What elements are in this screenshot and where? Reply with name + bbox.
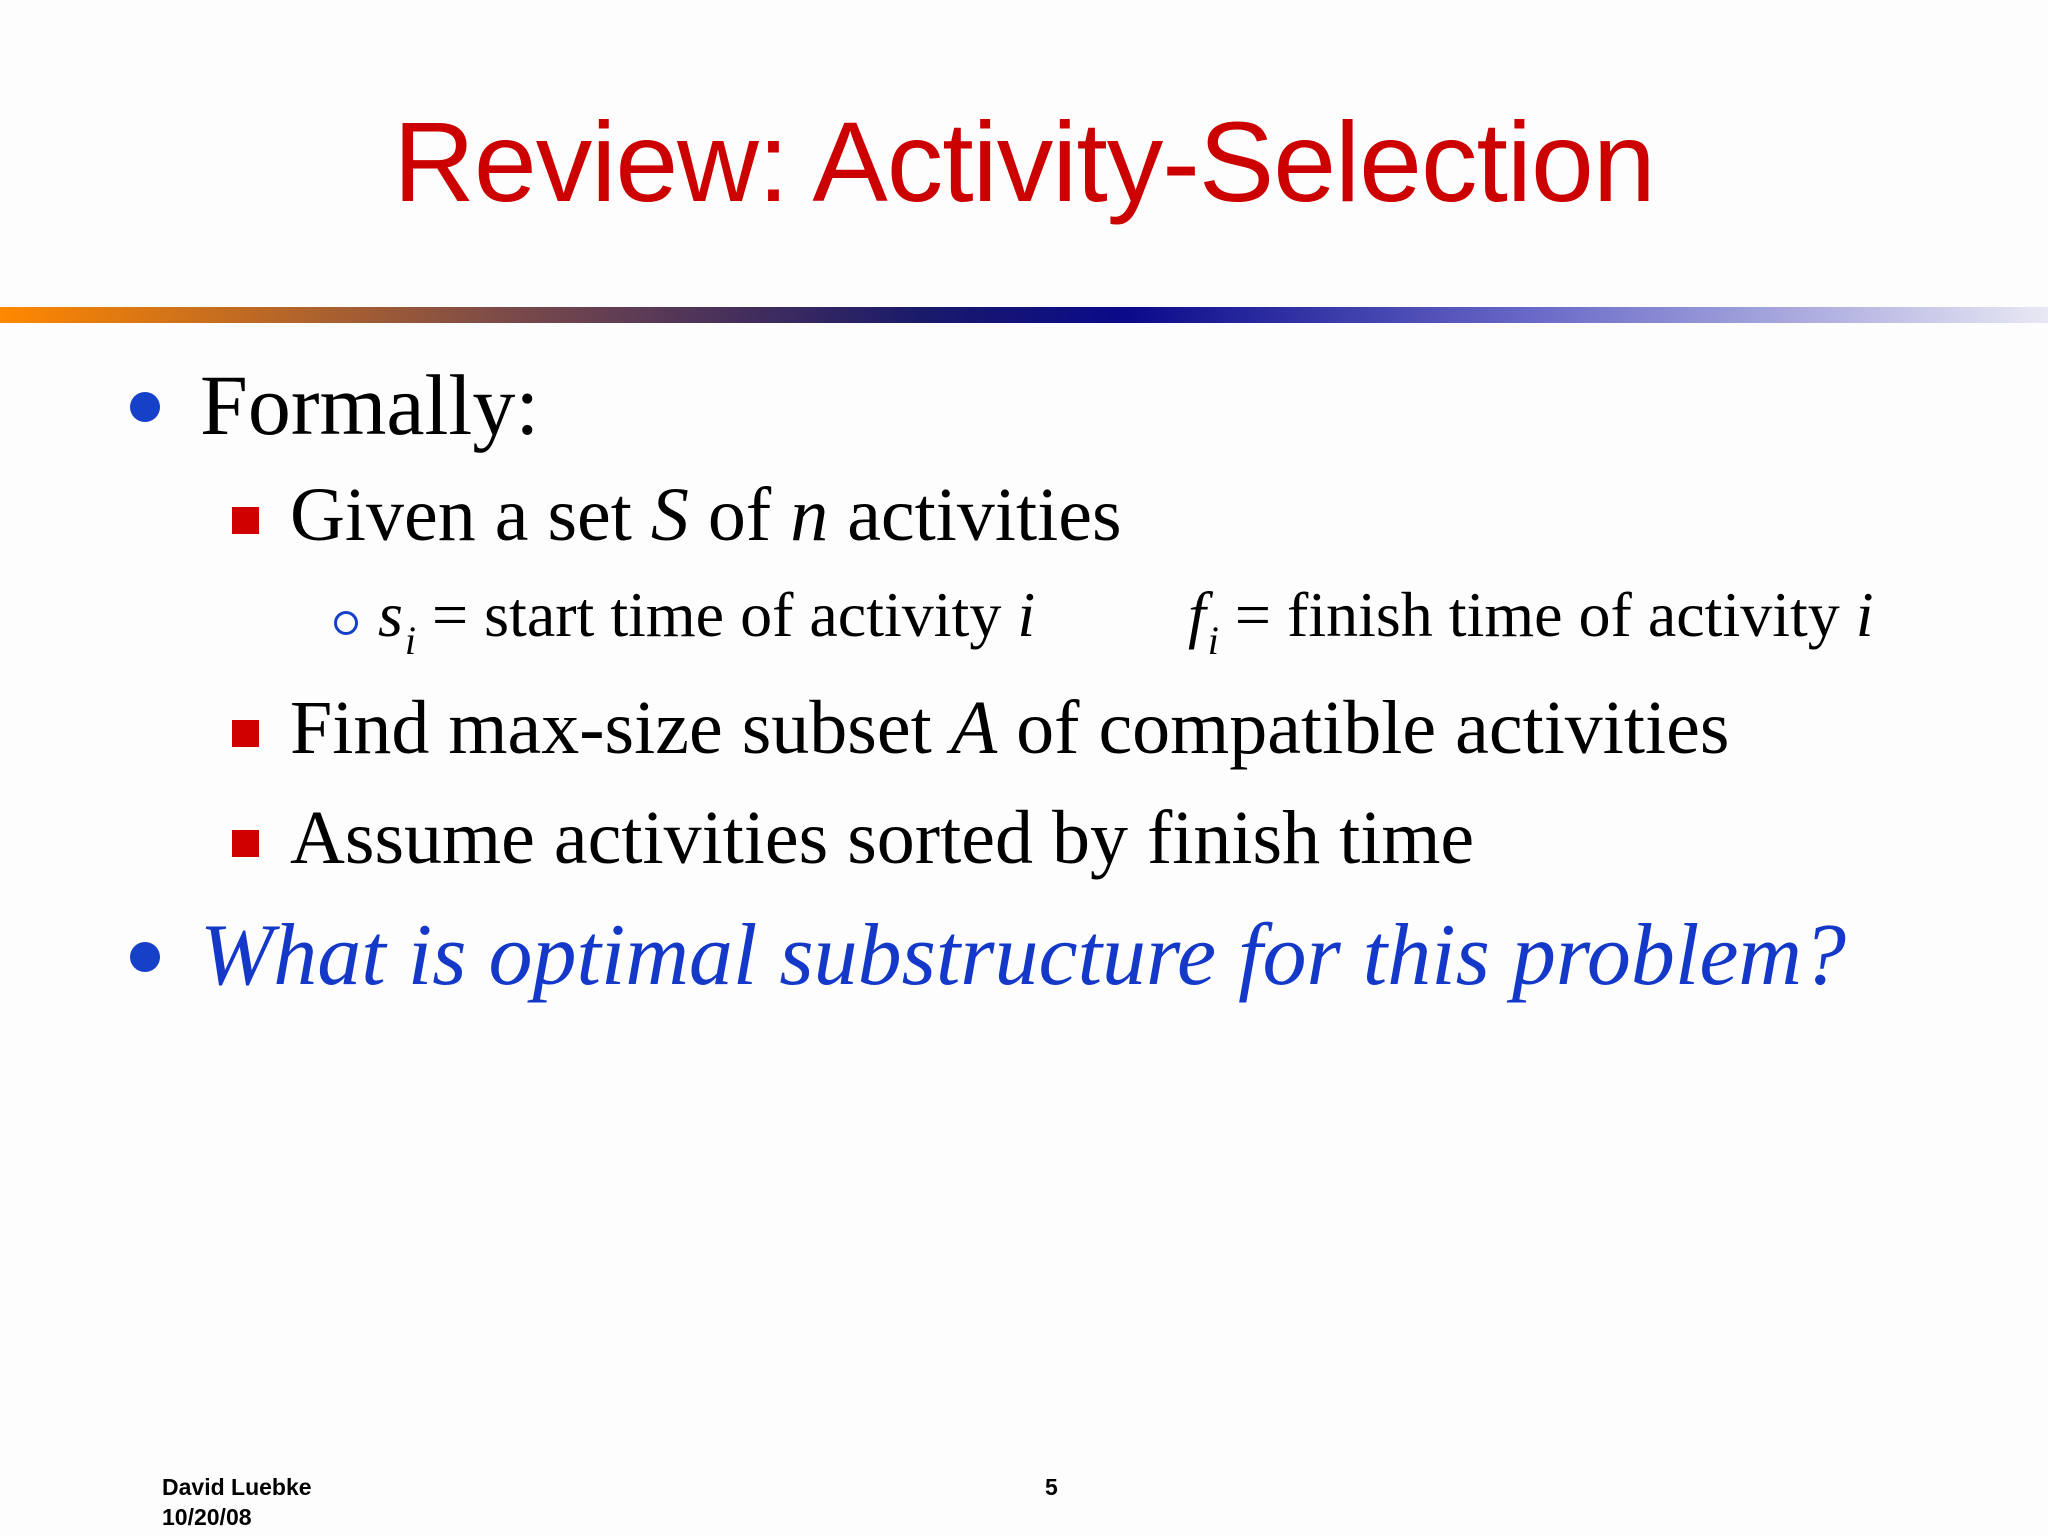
bullet-square-icon <box>232 830 259 857</box>
footer-author-block <box>162 1472 312 1532</box>
given-mid: of <box>688 473 791 557</box>
footer-page-number: 5 <box>1045 1474 1058 1500</box>
finish-sub-i: i <box>1207 618 1219 663</box>
start-text: = start time of activity <box>416 579 1018 650</box>
start-var-s: s <box>378 579 403 650</box>
bullet-formally: Formally: <box>200 357 540 453</box>
find-prefix: Find max-size subset <box>290 686 951 770</box>
slide-title: Review: Activity-Selection <box>393 99 1655 225</box>
given-suffix: activities <box>828 473 1122 557</box>
title-divider <box>0 307 2048 323</box>
given-var-s: S <box>650 473 689 557</box>
bullet-dot-icon <box>130 392 160 422</box>
find-suffix: of compatible activities <box>997 686 1730 770</box>
given-prefix: Given a set <box>290 473 651 557</box>
find-var-a: A <box>950 686 998 770</box>
bullet-find-subset <box>290 685 1729 772</box>
bullet-given-set <box>290 472 1122 559</box>
start-sub-i: i <box>404 618 417 663</box>
footer-author: David Luebke <box>162 1474 312 1500</box>
bullet-square-icon <box>232 507 259 534</box>
bullet-dot-icon <box>130 942 160 972</box>
finish-var-i: i <box>1855 579 1874 650</box>
bullet-question: What is optimal substructure for this problem? <box>200 907 1846 1004</box>
finish-var-f: f <box>1188 579 1206 650</box>
bullet-start-time <box>378 578 1035 664</box>
bullet-assume-sorted: Assume activities sorted by finish time <box>290 796 1475 880</box>
given-var-n: n <box>790 473 829 557</box>
finish-text: = finish time of activity <box>1218 579 1856 650</box>
bullet-square-icon <box>232 720 259 747</box>
start-var-i: i <box>1017 579 1036 650</box>
footer-date: 10/20/08 <box>162 1504 252 1530</box>
bullet-ring-icon <box>334 611 358 635</box>
bullet-finish-time <box>1188 578 1874 664</box>
